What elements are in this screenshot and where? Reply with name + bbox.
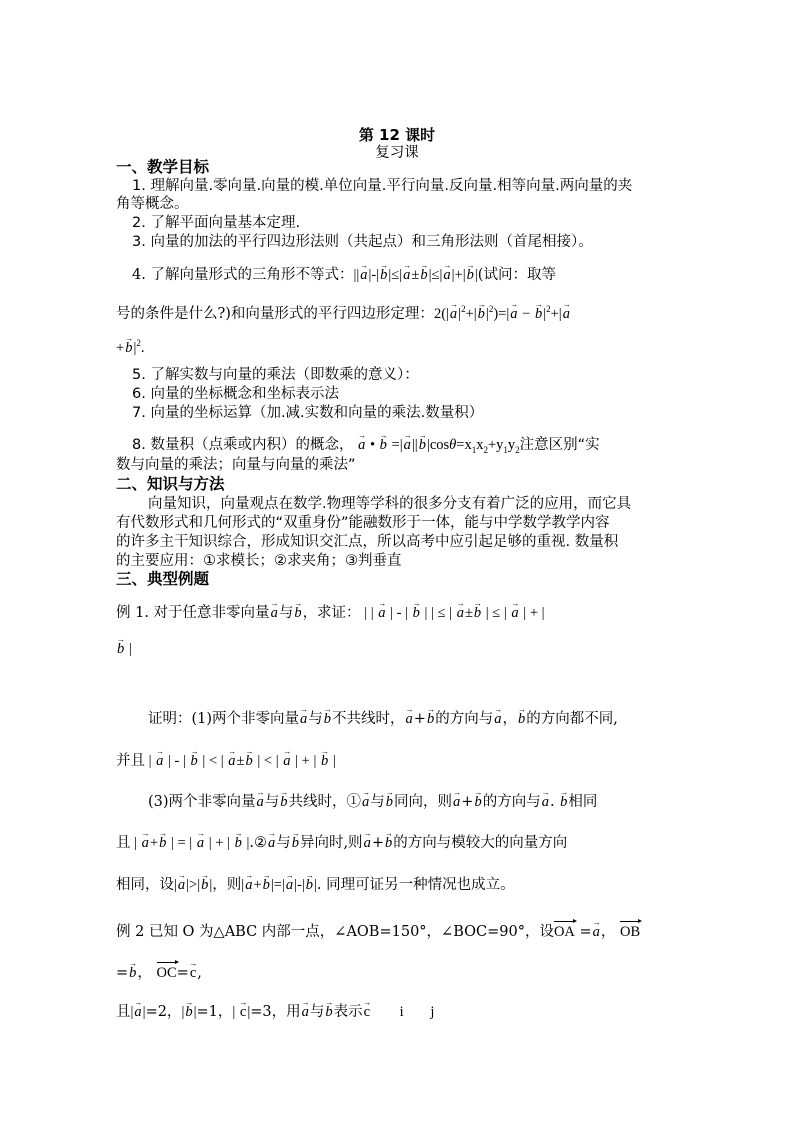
example-1-formula: | | → a | - | → b | | ≤ | → a±→ b | ≤ | → a | + | xyxy=(361,605,545,621)
proof-3-line-2: 且 | → a+→ b | = | → a | + | → b |.②→ a与→ b异向时,则→ a+→ b的方向与模较大的向量方向 xyxy=(116,834,567,852)
objective-1-line-1: 1. 理解向量.零向量.向量的模.单位向量.平行向量.反向量.相等向量.两向量的夹 xyxy=(132,178,633,194)
proof-3b-t3: 的方向与模较大的向量方向 xyxy=(393,835,568,851)
example-2-line-2: =→ b， OC=→ c, xyxy=(116,962,202,982)
lesson-title: 第 12 课时 xyxy=(358,126,436,144)
unit-vector-i: i xyxy=(399,1004,404,1020)
objective-4-prefix: 4. 了解向量形式的三角形不等式： xyxy=(132,267,354,283)
proof-3c-t2: . 同理可证另一种情况也成立。 xyxy=(316,877,515,893)
objective-1-line-2: 角等概念。 xyxy=(116,196,189,212)
proof-1-prefix: 证明：(1)两个非零向量 xyxy=(148,711,300,727)
objective-4-line-3 xyxy=(116,334,144,357)
knowledge-para-line-1: 向量知识，向量观点在数学.物理等学科的很多分支有着广泛的应用，而它具 xyxy=(148,496,632,512)
knowledge-para-line-3: 的许多主干知识综合，形成知识交汇点，所以高考中应引起足够的重视. 数量积 xyxy=(116,534,619,550)
proof-3c-prefix: 相同，设 xyxy=(116,877,174,893)
example-2-line-3: 且|→ a|=2，|→ b|=1，| → c|=3，用→ a与→ b表示→ c i j xyxy=(116,1003,434,1021)
example-1-and: 与 xyxy=(278,605,294,621)
objective-4b-prefix: 号的条件是什么?)和向量形式的平行四边形定理： xyxy=(116,305,434,322)
example-2b-t1: ， xyxy=(137,965,152,981)
objective-3: 3. 向量的加法的平行四边形法则（共起点）和三角形法则（首尾相接）。 xyxy=(132,234,593,250)
triangle-inequality-formula: ||→ a|-|→ b|≤|→ a±→ b|≤|→ a|+|→ b| xyxy=(353,267,477,283)
objective-8-line-2: 数与向量的乘法；向量与向量的乘法” xyxy=(116,457,356,473)
objective-4-suffix: (试问：取等 xyxy=(477,267,556,283)
example-2-prefix: 例 2 已知 O 为△ABC 内部一点，∠AOB=150°，∠BOC=90°，设 xyxy=(116,924,554,940)
example-1-prefix: 例 1. 对于任意非零向量 xyxy=(116,605,270,621)
objective-2: 2. 了解平面向量基本定理. xyxy=(132,215,301,231)
example-2c-t1: =2， xyxy=(145,1004,182,1020)
example-2c-t3: =3，用 xyxy=(250,1004,301,1020)
section-heading-examples: 三、典型例题 xyxy=(116,570,210,588)
parallelogram-formula-cont: +→ $b|^2$. xyxy=(116,340,144,356)
parallelogram-formula: $2(|\to a|^2+|\to b|^2)=|\to a$ − → $b|^2+|\to a$ xyxy=(434,306,571,322)
objective-4-line-1 xyxy=(132,266,556,284)
proof-3-line-1: (3)两个非零向量→ a与→ b共线时，①→ a与→ b同向，则→ a+→ b的方向与→ a. → b相同 xyxy=(148,793,597,811)
example-1-line-2: → b | xyxy=(116,640,132,658)
proof-1-t1: 不共线时， xyxy=(332,711,405,727)
dot-product-formula: → a • → b =|→ $a||\to b|\cos\theta=x_1x_2+y_1y_2$ xyxy=(353,437,519,453)
proof-3-prefix: (3)两个非零向量 xyxy=(148,794,256,810)
knowledge-para-line-2: 有代数形式和几何形式的“双重身份”能融数形于一体，能与中学数学教学内容 xyxy=(116,515,610,531)
proof-3-t1: 共线时，① xyxy=(288,794,362,810)
proof-3b-t2: 异向时,则 xyxy=(299,835,363,851)
proof-3b-t1: .② xyxy=(249,835,267,851)
proof-3-t3: 的方向与 xyxy=(482,794,541,810)
unit-vector-j: j xyxy=(430,1004,435,1020)
objective-7: 7. 向量的坐标运算（加.减.实数和向量的乘法.数量积） xyxy=(132,405,484,421)
proof-1b-prefix: 并且 xyxy=(116,753,145,769)
proof-1-t2: 的方向与 xyxy=(435,711,494,727)
proof-1-line-2: 并且 | → a | - | → b | < | → a±→ b | < | → a | + | → b | xyxy=(116,752,336,770)
objective-6: 6. 向量的坐标概念和坐标表示法 xyxy=(132,386,339,402)
section-heading-knowledge: 二、知识与方法 xyxy=(116,475,225,493)
example-1-prove: ，求证： xyxy=(302,605,361,621)
proof-3c-t1: ，则 xyxy=(212,877,242,893)
proof-3-line-3: 相同，设|→ a|>|→ b|，则|→ a+→ b|=|→ a|-|→ b|. 同理可证另一种情况也成立。 xyxy=(116,876,515,894)
proof-3b-prefix: 且 xyxy=(116,835,131,851)
example-2-line-1: 例 2 已知 O 为△ABC 内部一点，∠AOB=150°，∠BOC=90°，设OA =→ a， OB xyxy=(116,921,640,941)
objective-4-line-2 xyxy=(116,300,571,323)
objective-5: 5. 了解实数与向量的乘法（即数乘的意义）： xyxy=(132,367,419,383)
example-2c-prefix: 且 xyxy=(116,1004,131,1020)
proof-3-t4: 相同 xyxy=(568,794,598,810)
example-1-line-1: 例 1. 对于任意非零向量→ a与→ b，求证： | | → a | - | → b | | ≤ | → a±→ b | ≤ | → a | + | xyxy=(116,604,545,622)
objective-8-suffix: 注意区别“实 xyxy=(519,437,600,453)
lesson-subtitle: 复习课 xyxy=(375,145,419,161)
proof-3-t2: 同向，则 xyxy=(394,794,453,810)
section-heading-objectives: 一、教学目标 xyxy=(116,158,210,176)
proof-1-t3: 的方向都不同, xyxy=(526,711,618,727)
example-2c-t4: 表示 xyxy=(333,1004,363,1020)
example-2c-t2: =1， xyxy=(196,1004,233,1020)
knowledge-para-line-4: 的主要应用：①求模长；②求夹角；③判垂直 xyxy=(116,553,402,569)
proof-1-line-1: 证明：(1)两个非零向量→ a与→ b不共线时，→ a+→ b的方向与→ a，→ b的方向都不同, xyxy=(148,710,618,728)
objective-8-prefix: 8. 数量积（点乘或内积）的概念， xyxy=(132,437,354,453)
